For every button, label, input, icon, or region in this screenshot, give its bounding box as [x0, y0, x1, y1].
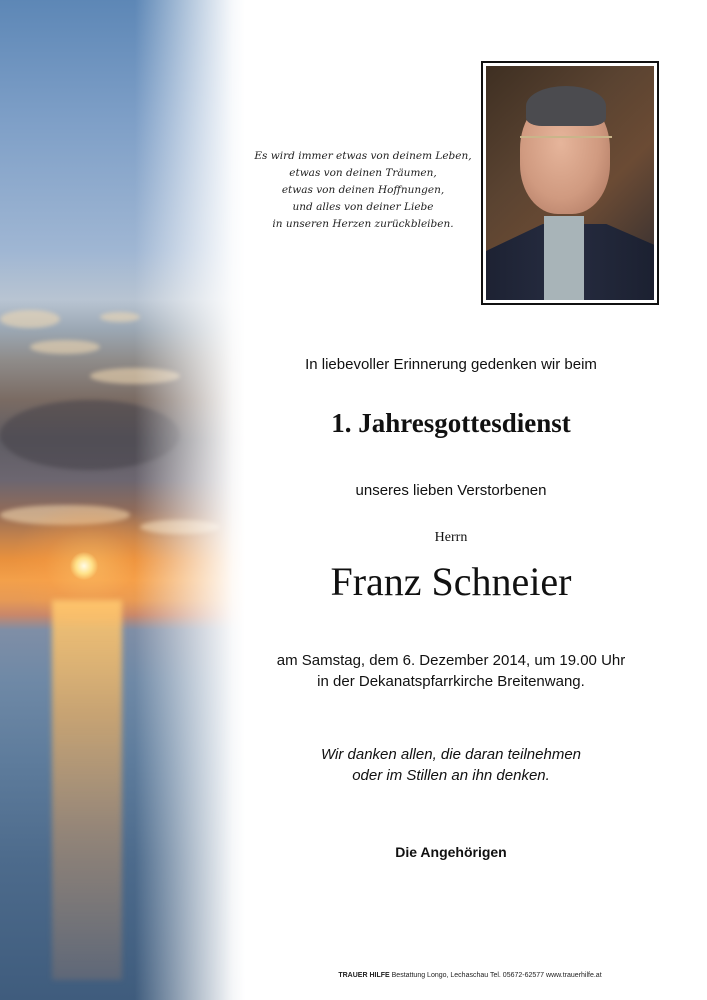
thanks-line: oder im Stillen an ihn denken. — [352, 767, 550, 784]
poem-line: etwas von deinen Hoffnungen, — [281, 184, 445, 196]
deceased-name: Franz Schneier — [330, 559, 572, 604]
footer-brand: TRAUER HILFE — [338, 972, 390, 979]
intro-text: In liebevoller Erinnerung gedenken wir beim — [305, 356, 597, 373]
portrait-photo — [486, 66, 654, 300]
service-location: in der Dekanatspfarrkirche Breitenwang. — [317, 673, 585, 690]
poem-line: Es wird immer etwas von deinem Leben, — [254, 150, 472, 162]
thanks-text — [245, 744, 657, 786]
sunset-sea-image — [0, 0, 245, 1000]
poem-line: in unseren Herzen zurückbleiben. — [272, 218, 454, 230]
service-date-time: am Samstag, dem 6. Dezember 2014, um 19.00 Uhr — [276, 652, 626, 669]
portrait-frame — [481, 61, 659, 305]
poem-line: und alles von deiner Liebe — [292, 201, 434, 213]
image-fade — [0, 0, 245, 1000]
beloved-text: unseres lieben Verstorbenen — [355, 482, 547, 499]
portrait-hair — [526, 86, 606, 126]
footer-details: Bestattung Longo, Lechaschau Tel. 05672-62577 www.trauerhilfe.at — [389, 972, 602, 979]
portrait-glasses — [520, 136, 612, 158]
portrait-shirt — [544, 216, 584, 300]
ceremony-title: 1. Jahresgottesdienst — [331, 408, 571, 438]
thanks-line: Wir danken allen, die daran teilnehmen — [320, 746, 582, 763]
service-details — [245, 650, 657, 692]
salutation: Herrn — [434, 530, 468, 545]
poem-line: etwas von deinen Träumen, — [289, 167, 437, 179]
family-signature: Die Angehörigen — [395, 844, 507, 860]
poem — [233, 148, 493, 233]
footer — [245, 972, 695, 979]
